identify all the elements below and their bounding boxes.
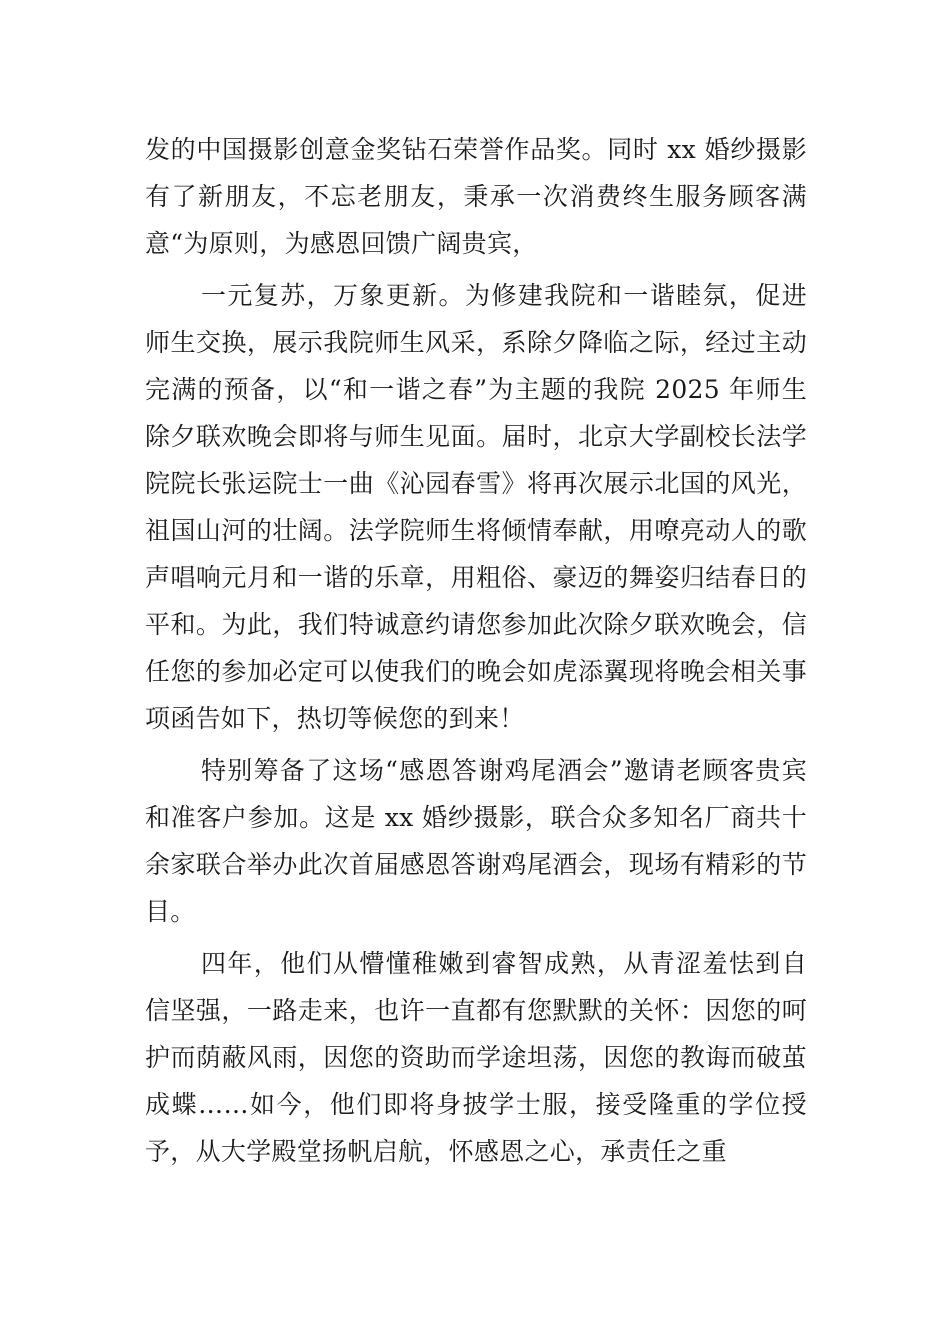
paragraph-3: 特别筹备了这场“感恩答谢鸡尾酒会”邀请老顾客贵宾和准客户参加。这是 xx 婚纱摄影，联合众多知名厂商共十余家联合举办此次首届感恩答谢鸡尾酒会，现场有精彩的节目。 bbox=[145, 756, 807, 926]
paragraph-2: 一元复苏，万象更新。为修建我院和一谐睦氛，促进师生交换，展示我院师生风采，系除夕降临之际，经过主动完满的预备，以“和一谐之春”为主题的我院 2025 年师生除夕联欢晚会即将与师生见面。届时，北京大学副校长法学院院长张运院士一曲《沁园春雪》将再次展示北国的风光，祖国山河的壮阔。法学院师生将倾情奉献，用嘹亮动人的歌声唱响元月和一谐的乐章，用粗俗、豪迈的舞姿归结春日的平和。为此，我们特诚意约请您参加此次除夕联欢晚会，信任您的参加必定可以使我们的晚会如虎添翼现将晚会相关事项函告如下，热切等候您的到来！ bbox=[145, 281, 807, 733]
paragraph-4: 四年，他们从懵懂稚嫩到睿智成熟，从青涩羞怯到自信坚强，一路走来，也许一直都有您默默的关怀：因您的呵护而荫蔽风雨，因您的资助而学途坦荡，因您的教诲而破茧成蝶……如今，他们即将身披学士服，接受隆重的学位授予，从大学殿堂扬帆启航，怀感恩之心，承责任之重 bbox=[145, 949, 807, 1166]
document-body bbox=[145, 126, 807, 1175]
paragraph-1: 发的中国摄影创意金奖钻石荣誉作品奖。同时 xx 婚纱摄影有了新朋友，不忘老朋友，秉承一次消费终生服务顾客满意“为原则，为感恩回馈广阔贵宾， bbox=[145, 135, 807, 258]
